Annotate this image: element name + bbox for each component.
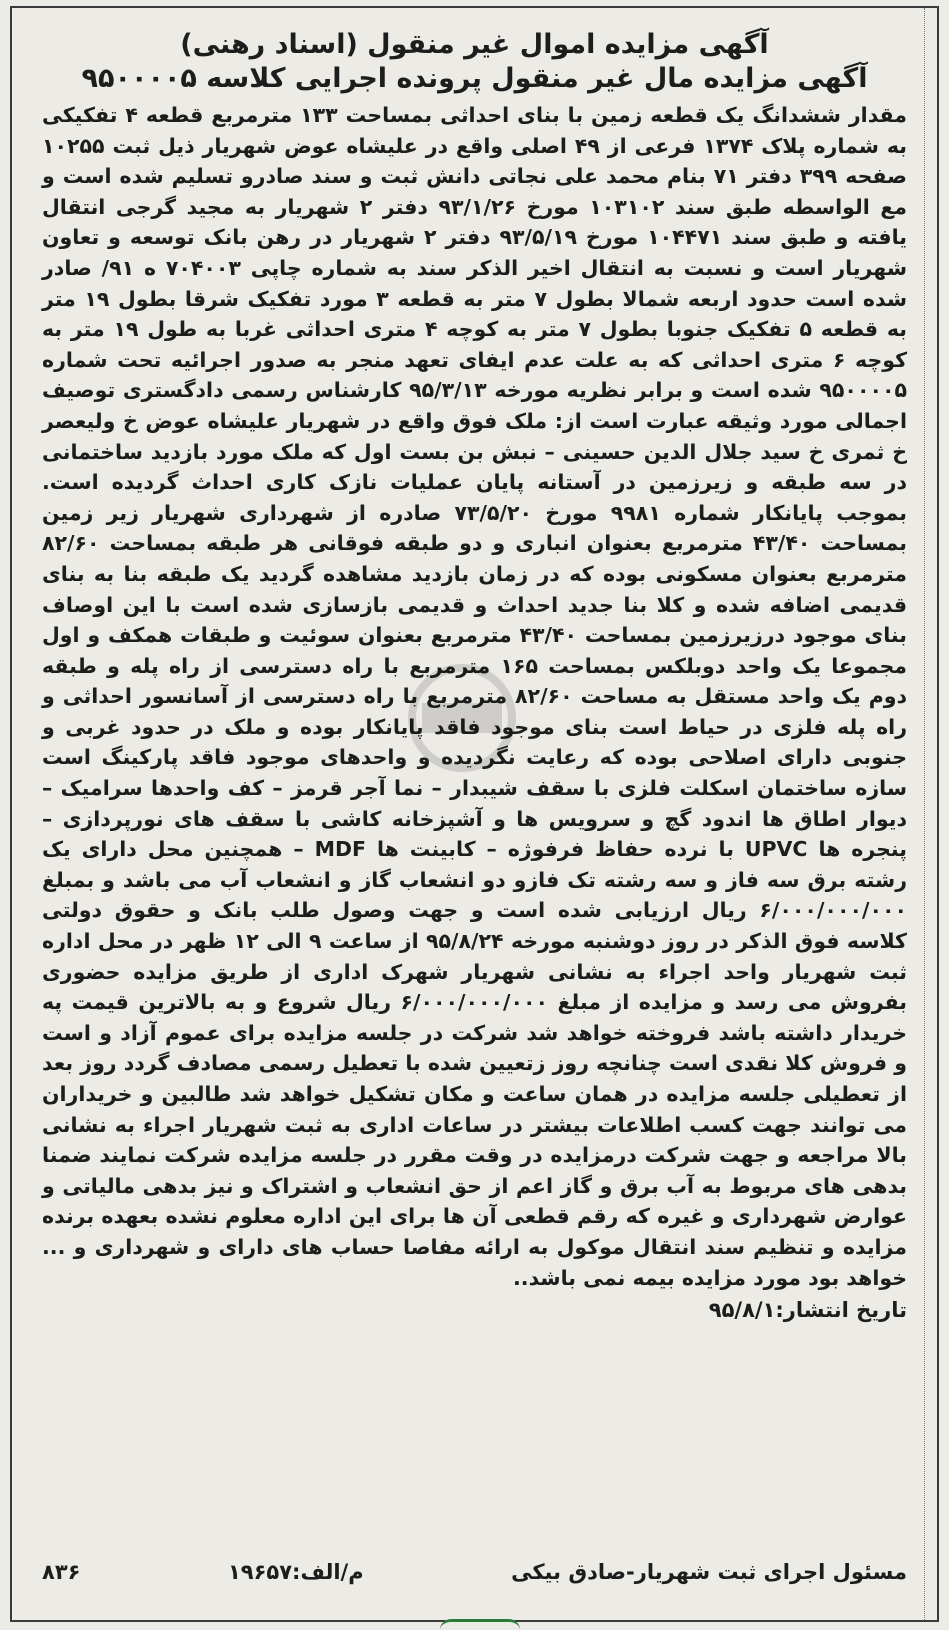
reference-number: م/الف:۱۹۶۵۷ bbox=[227, 1560, 364, 1584]
notice-title-line1: آگهی مزایده اموال غیر منقول (اسناد رهنی) bbox=[180, 29, 769, 60]
signatory: مسئول اجرای ثبت شهریار-صادق بیکی bbox=[511, 1560, 907, 1584]
notice-body: مقدار ششدانگ یک قطعه زمین با بنای احداثی بمساحت ۱۳۳ مترمربع قطعه ۴ تفکیکی به شماره پلاک ۱۳۷۴ فرعی از ۴۹ اصلی واقع در علیشاه عوض شهریار ذیل ثبت ۱۰۲۵۵ صفحه ۳۹۹ دفتر ۷۱ بنام محمد علی نجاتی دانش ثبت و سند صادرو تسلیم شده است و مع الواسطه طبق سند ۱۰۳۱۰۲ مورخ ۹۳/۱/۲۶ دفتر ۲ شهریار به مجید گرجی انتقال یافته و طبق سند ۱۰۴۴۷۱ مورخ ۹۳/۵/۱۹ دفتر ۲ شهریار در رهن بانک توسعه و تعاون شهریار است و نسبت به انتقال اخیر الذکر سند به شماره چاپی ۷۰۴۰۰۳ ه ۹۱/ صادر شده است حدود اربعه شمالا بطول ۷ متر به قطعه ۳ مورد تفکیک شرقا بطول ۱۹ متر به قطعه ۵ تفکیک جنوبا بطول ۷ متر به کوچه ۴ متری احداثی غربا به طول ۱۹ متر به کوچه ۶ متری احداثی که به علت عدم ایفای تعهد منجر به صدور اجرائیه تحت شماره ۹۵۰۰۰۰۵ شده است و برابر نظریه مورخه ۹۵/۳/۱۳ کارشناس رسمی دادگستری توصیف اجمالی مورد وثیقه عبارت است از: ملک فوق واقع در شهریار علیشاه عوض خ ولیعصر خ ثمری خ سید جلال الدین حسینی – نبش بن بست اول که ملک مورد بازدید ساختمانی در سه طبقه و زیرزمین در آستانه پایان عملیات نازک کاری احداث گردیده است. بموجب پایانکار شماره ۹۹۸۱ مورخ ۷۳/۵/۲۰ صادره از شهرداری شهریار زیر زمین بمساحت ۴۳/۴۰ مترمربع بعنوان انباری و دو طبقه فوقانی هر طبقه بمساحت ۸۲/۶۰ مترمربع بعنوان مسکونی بوده که در زمان بازدید مشاهده گردید یک طبقه بنا به بنای قدیمی اضافه شده و کلا بنا جدید احداث و قدیمی بازسازی شده است با این اوصاف بنای موجود درزیرزمین بمساحت ۴۳/۴۰ مترمربع بعنوان سوئیت و طبقات همکف و اول مجموعا یک واحد دوبلکس بمساحت ۱۶۵ مترمربع با راه دسترسی از راه پله و طبقه دوم یک واحد مستقل به مساحت ۸۲/۶۰ مترمربع با راه دسترسی از آسانسور احداثی و راه پله فلزی در حیاط است بنای موجود فاقد پایانکار بوده و ملک در حدود غربی و جنوبی دارای اصلاحی بوده که رعایت نگردیده و واحدهای موجود فاقد پارکینگ است سازه ساختمان اسکلت فلزی با سقف شیبدار – نما آجر قرمز – کف واحدها سرامیک – دیوار اطاق ها اندود گچ و سرویس ها و آشپزخانه کاشی با سقف های نورپردازی – پنجره ها UPVC با نرده حفاظ فرفوژه – کابینت ها MDF – همچنین محل دارای یک رشته برق سه فاز و سه رشته تک فازو دو انشعاب گاز و انشعاب آب می باشد و بمبلغ ۶/۰۰۰/۰۰۰/۰۰۰ ریال ارزیابی شده است و جهت وصول طلب بانک و حقوق دولتی کلاسه فوق الذکر در روز دوشنبه مورخه ۹۵/۸/۲۴ از ساعت ۹ الی ۱۲ ظهر در محل اداره ثبت شهریار واحد اجراء به نشانی شهریار شهرک اداری از طریق مزایده حضوری بفروش می رسد و مزایده از مبلغ ۶/۰۰۰/۰۰۰/۰۰۰ ریال شروع و به بالاترین قیمت په خریدار داشته باشد فروخته خواهد شد شرکت در جلسه مزایده برای عموم آزاد و است و فروش کلا نقدی است چنانچه روز زتعیین شده با تعطیل رسمی مصادف گردد روز بعد از تعطیلی جلسه مزایده در همان ساعت و مکان تشکیل خواهد شد طالبین و خریداران می توانند جهت کسب اطلاعات بیشتر در ساعات اداری به ثبت شهریار اجراء به نشانی بالا مراجعه و جهت شرکت درمزایده در وقت مقرر در جلسه مزایده شرکت نمایند ضمنا بدهی های مربوط به آب برق و گاز اعم از حق انشعاب و اشتراک و نیز بدهی مالیاتی و عوارض شهرداری و غیره که رقم قطعی آن ها برای این اداره معلوم نشده بعهده برنده مزایده و تنظیم سند انتقال موکول به ارائه مفاصا حساب های دارای و شهرداری و ... خواهد بود مورد مزایده بیمه نمی باشد.. bbox=[42, 103, 908, 1290]
bottom-decoration bbox=[440, 1619, 520, 1630]
notice-content bbox=[36, 28, 913, 1600]
frame-dotted-edge bbox=[924, 8, 937, 1620]
notice-title-line2: آگهی مزایده مال غیر منقول پرونده اجرایی کلاسه ۹۵۰۰۰۰۵ bbox=[81, 63, 868, 94]
page-number: ۸۳۶ bbox=[42, 1560, 81, 1584]
publication-date: تاریخ انتشار:۹۵/۸/۱ bbox=[708, 1298, 907, 1323]
notice-footer bbox=[42, 1560, 907, 1584]
notice-frame bbox=[10, 6, 939, 1622]
